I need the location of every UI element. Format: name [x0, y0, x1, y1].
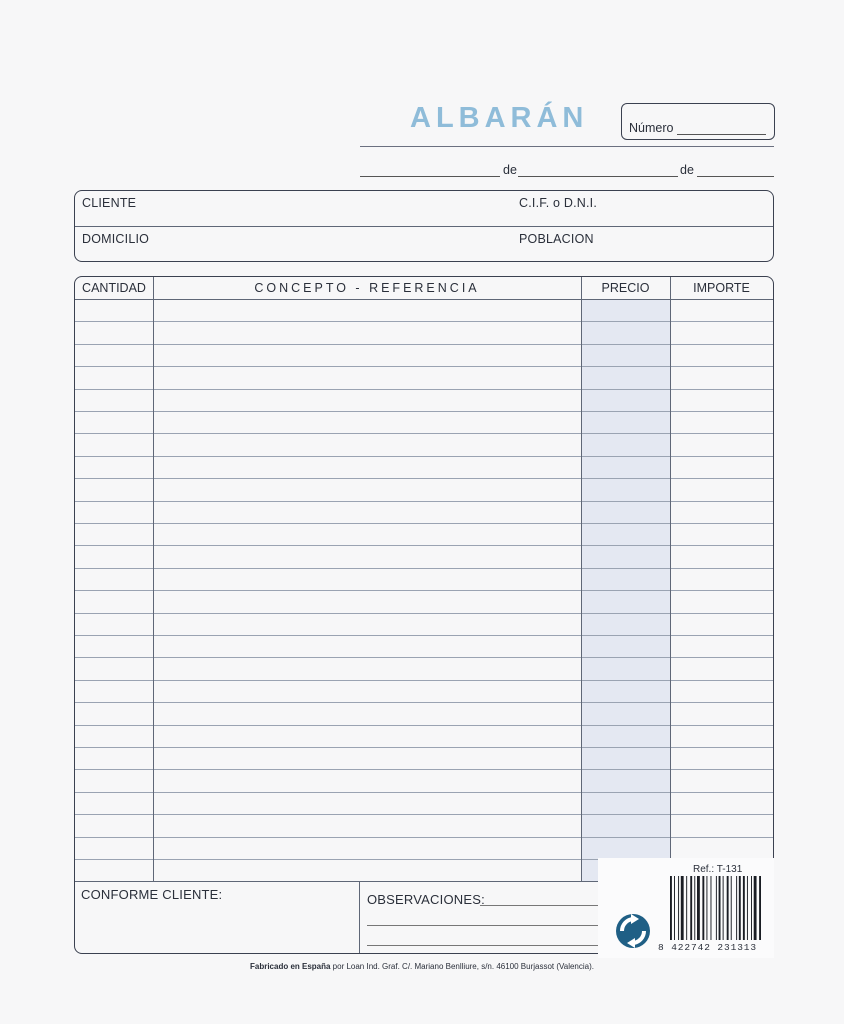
poblacion-label: POBLACION: [519, 232, 594, 246]
domicilio-label: DOMICILIO: [82, 232, 150, 246]
numero-label: Número: [629, 121, 674, 135]
document-title: ALBARÁN: [410, 102, 589, 134]
table-row: [75, 769, 773, 770]
cliente-label: CLIENTE: [82, 196, 137, 210]
table-row: [75, 433, 773, 434]
observaciones-line-3[interactable]: [367, 945, 600, 946]
col-header-concepto: CONCEPTO - REFERENCIA: [254, 281, 480, 295]
table-row: [75, 680, 773, 681]
conforme-cliente-label: CONFORME CLIENTE:: [81, 887, 223, 902]
date-de-2: de: [680, 163, 694, 177]
reference-label: Ref.: T-131: [693, 864, 743, 875]
observaciones-line-2[interactable]: [367, 925, 600, 926]
table-header-divider: [75, 299, 773, 300]
client-box-divider: [75, 226, 773, 227]
items-table: [74, 276, 774, 954]
table-row: [75, 702, 773, 703]
date-de-1: de: [503, 163, 517, 177]
reference-panel: [598, 858, 774, 958]
table-row: [75, 545, 773, 546]
table-row: [75, 411, 773, 412]
bottom-divider: [359, 881, 360, 953]
observaciones-line-1[interactable]: [480, 905, 600, 906]
date-year-field[interactable]: [697, 176, 774, 177]
numero-field[interactable]: [677, 134, 766, 135]
table-row: [75, 523, 773, 524]
table-row: [75, 725, 773, 726]
table-row: [75, 478, 773, 479]
table-row: [75, 590, 773, 591]
table-row: [75, 814, 773, 815]
barcode: [670, 876, 766, 940]
observaciones-label: OBSERVACIONES:: [367, 892, 485, 907]
col-divider-concepto: [581, 277, 582, 881]
date-day-field[interactable]: [360, 176, 500, 177]
barcode-number: 8 422742 231313: [658, 942, 758, 953]
table-row: [75, 635, 773, 636]
table-row: [75, 456, 773, 457]
footer-made-in: Fabricado en España: [249, 962, 331, 971]
green-dot-recycle-icon: [614, 912, 652, 950]
table-row: [75, 613, 773, 614]
table-row: [75, 568, 773, 569]
client-box: [74, 190, 774, 262]
table-row: [75, 501, 773, 502]
col-divider-precio: [670, 277, 671, 881]
table-row: [75, 321, 773, 322]
col-header-cantidad: CANTIDAD: [82, 281, 146, 295]
footer-address: por Loan Ind. Graf. C/. Mariano Benlliure, s/n. 46100 Burjassot (Valencia).: [330, 962, 594, 971]
table-row: [75, 747, 773, 748]
table-row: [75, 657, 773, 658]
table-row: [75, 344, 773, 345]
footer-manufacturer: [0, 962, 844, 971]
table-row: [75, 792, 773, 793]
date-month-field[interactable]: [518, 176, 678, 177]
numero-box: [621, 103, 775, 140]
header-rule: [360, 146, 774, 147]
table-row: [75, 389, 773, 390]
table-row: [75, 366, 773, 367]
col-header-precio: PRECIO: [601, 281, 650, 295]
table-row: [75, 837, 773, 838]
cif-label: C.I.F. o D.N.I.: [519, 196, 598, 210]
col-header-importe: IMPORTE: [693, 281, 750, 295]
col-divider-cantidad: [153, 277, 154, 881]
